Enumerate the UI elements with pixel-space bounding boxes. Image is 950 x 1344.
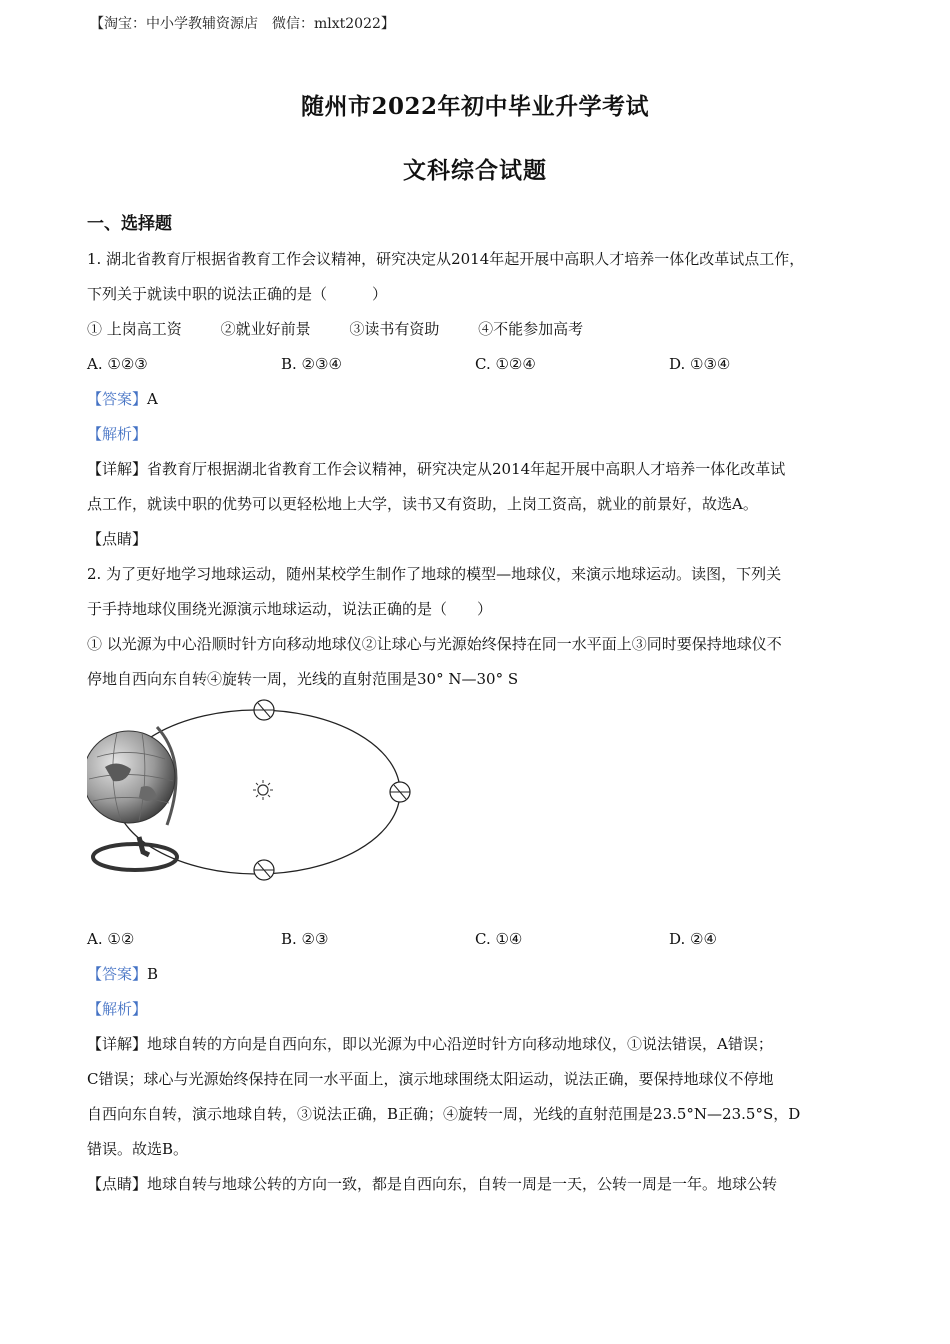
q1-options xyxy=(87,347,877,382)
globe-orbit-figure xyxy=(87,697,877,922)
q1-option-a: A. ①②③ xyxy=(87,355,148,373)
q2-option-a: A. ①② xyxy=(87,930,135,948)
q2-option-b: B. ②③ xyxy=(281,930,329,948)
q1-statement: ① 上岗高工资 xyxy=(87,320,182,338)
detail-tag: 【详解】 xyxy=(87,1035,148,1053)
globe-orbit-diagram xyxy=(87,697,447,922)
analysis-tag: 【解析】 xyxy=(87,1000,148,1018)
q2-comment xyxy=(87,1167,877,1202)
answer-value: B xyxy=(147,965,159,983)
analysis-tag: 【解析】 xyxy=(87,425,148,443)
q2-answer xyxy=(87,957,877,992)
exam-title: 随州市2022年初中毕业升学考试 xyxy=(300,93,649,120)
detail-text: 地球自转的方向是自西向东，即以光源为中心沿逆时针方向移动地球仪，①说法错误，A错误； xyxy=(147,1035,773,1053)
comment-tag: 【点睛】 xyxy=(87,530,148,548)
answer-value: A xyxy=(147,390,158,408)
orbit-position-top-icon xyxy=(254,700,274,720)
q2-stem-line: 于手持地球仪围绕光源演示地球运动，说法正确的是（ ） xyxy=(87,600,493,618)
q1-statement: ②就业好前景 xyxy=(220,320,311,338)
orbit-position-right-icon xyxy=(390,782,410,802)
q2-detail-line: C错误；球心与光源始终保持在同一水平面上，演示地球围绕太阳运动，说法正确，要保持地球仪不停地 xyxy=(87,1070,774,1088)
comment-tag: 【点睛】 xyxy=(87,1175,148,1193)
q2-option-d: D. ②④ xyxy=(669,930,717,948)
q2-detail-line: 错误。故选B。 xyxy=(87,1140,189,1158)
q2-stem-line: 停地自西向东自转④旋转一周，光线的直射范围是30° N—30° S xyxy=(87,670,519,688)
q2-option-c: C. ①④ xyxy=(475,930,523,948)
orbit-position-bottom-icon xyxy=(254,860,274,880)
header-watermark: 【淘宝：中小学教辅资源店 微信：mlxt2022】 xyxy=(90,16,395,32)
q1-detail xyxy=(87,452,877,487)
q1-stem-line: 下列关于就读中职的说法正确的是（ ） xyxy=(87,285,388,303)
q1-statements xyxy=(87,312,877,347)
answer-tag: 【答案】 xyxy=(87,965,148,983)
q2-stem-line: 2. 为了更好地学习地球运动，随州某校学生制作了地球的模型—地球仪，来演示地球运动。读图，下列关 xyxy=(87,565,782,583)
document-body xyxy=(87,207,877,1202)
q1-detail-line: 点工作，就读中职的优势可以更轻松地上大学，读书又有资助，上岗工资高，就业的前景好，故选A。 xyxy=(87,495,758,513)
q1-option-b: B. ②③④ xyxy=(281,355,342,373)
q1-stem-line: 1. 湖北省教育厅根据省教育工作会议精神，研究决定从2014年起开展中高职人才培养一体化改革试点工作， xyxy=(87,250,805,268)
q2-detail xyxy=(87,1027,877,1062)
question-2 xyxy=(87,557,877,1202)
globe-icon xyxy=(87,727,177,870)
q2-options xyxy=(87,922,877,957)
q1-option-c: C. ①②④ xyxy=(475,355,536,373)
detail-text: 省教育厅根据湖北省教育工作会议精神，研究决定从2014年起开展中高职人才培养一体化改革试 xyxy=(147,460,786,478)
q1-statement: ④不能参加高考 xyxy=(478,320,584,338)
exam-subtitle: 文科综合试题 xyxy=(403,157,547,184)
q1-statement: ③读书有资助 xyxy=(349,320,440,338)
question-1 xyxy=(87,242,877,557)
q2-detail-line: 自西向东自转，演示地球自转，③说法正确，B正确；④旋转一周，光线的直射范围是23.5°N—23.5°S，D xyxy=(87,1105,801,1123)
q2-stem-line: ① 以光源为中心沿顺时针方向移动地球仪②让球心与光源始终保持在同一水平面上③同时要保持地球仪不 xyxy=(87,635,782,653)
comment-text: 地球自转与地球公转的方向一致，都是自西向东，自转一周是一天，公转一周是一年。地球公转 xyxy=(147,1175,778,1193)
q1-option-d: D. ①③④ xyxy=(669,355,731,373)
q1-answer xyxy=(87,382,877,417)
answer-tag: 【答案】 xyxy=(87,390,148,408)
section-heading: 一、选择题 xyxy=(87,214,172,234)
light-bulb-icon xyxy=(253,780,273,800)
detail-tag: 【详解】 xyxy=(87,460,148,478)
